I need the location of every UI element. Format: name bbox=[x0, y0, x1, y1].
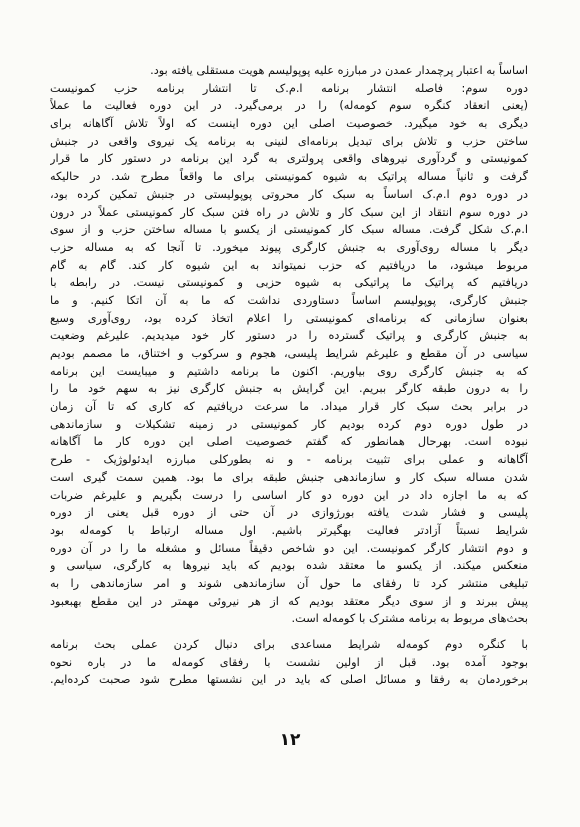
text-line: در طول دوره دوم کرده بودیم کار کمونیستی در زمینه تشکیلات و سازماندهی bbox=[50, 417, 528, 431]
text-line: که به ما اجازه داد در این دوره دو کار اساسی را درست بگیریم و علیرغم ضربات bbox=[50, 488, 528, 502]
text-line: بعنوان سازمانی که برنامه‌ای کمونیستی را اعلام اتخاذ کرده بود، روی‌آوری وسیع bbox=[50, 311, 528, 325]
text-line: پیش ببرند و از سوی دیگر معتقد بودیم که از هر نیروئی مهمتر در این مقطع بهبعبود bbox=[50, 594, 528, 608]
text-line: منعکس میکند. از یکسو ما معتقد شده بودیم که باید نیروها به کارگری، سیاسی و bbox=[50, 559, 528, 573]
text-line: شرایط نسبتاً آزادتر فعالیت بهگیرتر باشیم. اول مساله ارتباط با کومه‌له بود bbox=[50, 523, 528, 537]
text-line: ا.م.ک شکل گرفت. مساله سبک کار کمونیستی از یکسو با مساله ساختن حزب و از سوی bbox=[50, 223, 528, 237]
text-line: ساختن حزب و تلاش برای تبدیل برنامه‌ای لنینی به برنامه یک نیروی واقعی در جنبش bbox=[50, 134, 528, 148]
text-line: (یعنی انعقاد کنگره سوم کومه‌له) را در برمی‌گیرد. در این دوره فعالیت ما عملاً bbox=[50, 99, 528, 113]
text-line: دیگر با مساله روی‌آوری به جنبش کارگری پیوند میخورد. تا آنجا که به مساله حزب bbox=[50, 240, 528, 254]
body-text bbox=[50, 62, 528, 689]
text-line: جنبش کارگری، پوپولیسم اساساً دستاوردی نداشت که ما به آن اتکا کنیم. و ما bbox=[50, 293, 528, 307]
text-line: در دوره سوم انتقاد از این سبک کار و تلاش در راه فتن سبک کار کمونیستی عملاً در درون bbox=[50, 205, 528, 219]
text-line: دوره سوم: فاصله انتشار برنامه ا.م.ک تا انتشار برنامه حزب کمونیست bbox=[50, 81, 528, 95]
text-line: و دوم انتشار کارگر کمونیست. این دو شاخص دقیقاً مسائل و مشغله ما را در آن دوره bbox=[50, 541, 528, 555]
text-line: بحث‌های مربوط به برنامه مشترک با کومه‌له است. bbox=[291, 612, 528, 626]
text-line: با کنگره دوم کومه‌له شرایط مساعدی برای دنبال کردن عملی بحث برنامه bbox=[50, 638, 528, 651]
text-line: دریافتیم که پراتیک ما پراتیکی به شیوه حزبی و کمونیستی نیست. در رابطه با bbox=[50, 276, 528, 290]
text-line: مربوط میشود، ما دریافتیم که حزب نمیتواند به این شیوه کار کند. گام به گام bbox=[50, 258, 528, 272]
text-line: که به جنبش کارگری روی بیاوریم. اکنون ما برنامه داشتیم و میبایست این برنامه bbox=[50, 364, 528, 378]
text-line: در دوره دوم ا.م.ک اساساً به سبک کار محروتی پوپولیستی در جنبش تمکین کرده بود، bbox=[50, 187, 528, 201]
text-line: دیگری به خود میگیرد. خصوصیت اصلی این دوره اینست که اولاً تلاش آگاهانه برای bbox=[50, 117, 528, 131]
text-line: کمونیستی و گردآوری نیروهای واقعی پرولتری به گرد این برنامه در دستور کار ما قرار bbox=[50, 152, 528, 166]
page-number: ۱۲ bbox=[279, 730, 301, 750]
text-line: سیاسی در آن مقطع و علیرغم شرایط پلیسی، هجوم و سرکوب و اختناق، ما مصمم بودیم bbox=[50, 347, 528, 360]
text-line: به جنبش کارگری و پراتیک گسترده را در دستور کار خود میدیدیم. علیرغم وضعیت bbox=[50, 329, 528, 343]
text-line: اساساً به اعتبار پرچمدار عمدن در مبارزه علیه پوپولیسم هویت مستقلی یافته بود. bbox=[150, 64, 528, 77]
text-line: را به درون طبقه کارگر ببریم. این گرایش به جنبش کارگری نیز به سهم خود ما را bbox=[50, 382, 528, 396]
text-line: در برابر بحث سبک کار قرار میداد. ما سرعت دریافتیم که کاری که تا آن زمان bbox=[50, 400, 528, 414]
text-line: شدن مساله سبک کار و سازماندهی جنبش طبقه برای ما بود. همین سمت گیری است bbox=[50, 470, 528, 484]
text-line: گرفت و ثانیاً مساله پراتیک به شیوه کمونیستی برای ما واقعاً مطرح شد. در حالیکه bbox=[50, 170, 528, 184]
text-line: تبلیغی منتشر کرد تا رفقای ما حول آن سازماندهی شوند و امر سازماندهی را به bbox=[50, 576, 528, 590]
text-line: پلیسی و فشار شدت یافته بورژوازی در آن حتی از دوره قبل یعنی از دوره bbox=[50, 506, 528, 520]
text-line: آگاهانه و عملی برای تثبیت برنامه - و نه بطورکلی مبارزه ایدئولوژیک - طرح bbox=[50, 453, 528, 467]
text-line: بوجود آمده بود. قبل از اولین نشست با رفقای کومه‌له ما در باره نحوه bbox=[50, 655, 528, 669]
text-line: برخوردمان به رفقا و مسائل اصلی که باید در این نشستها مطرح شود صحبت کرده‌ایم. bbox=[50, 673, 528, 687]
text-line: نبوده است. بهرحال همانطور که گفتم خصوصیت اصلی این دوره کار ما آگاهانه bbox=[50, 435, 528, 449]
